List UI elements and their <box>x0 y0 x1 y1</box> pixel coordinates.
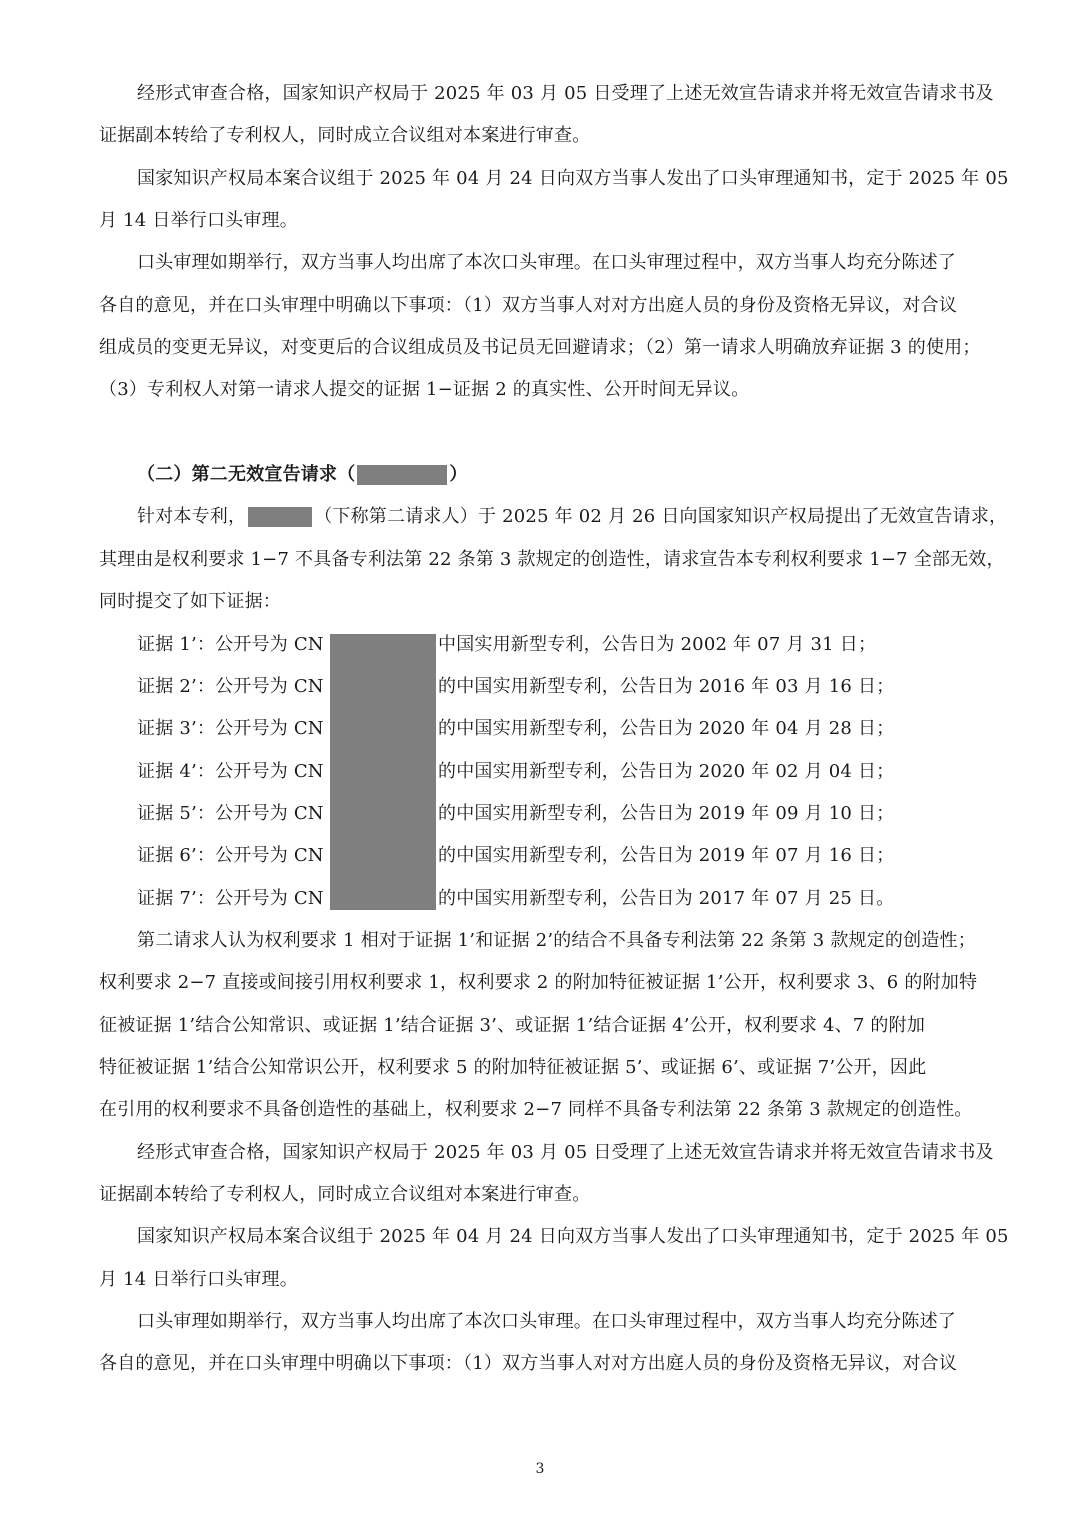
intro-text: （下称第二请求人）于 2025 年 02 月 26 日向国家知识产权局提出了无效宣告请求， <box>314 506 1008 527</box>
page-number: 3 <box>535 1461 545 1477</box>
evidence-label: 证据 5’：公开号为 CN <box>137 803 324 824</box>
evidence-label: 证据 3’：公开号为 CN <box>137 718 324 739</box>
paragraph-line: 证据副本转给了专利权人，同时成立合议组对本案进行审查。 <box>99 125 591 146</box>
redaction-block <box>248 507 312 527</box>
section-heading <box>137 463 999 487</box>
evidence-detail: 中国实用新型专利，公告日为 2002 年 07 月 31 日； <box>438 634 877 655</box>
paragraph-line: 特征被证据 1’结合公知常识公开，权利要求 5 的附加特征被证据 5’、或证据 6’、或证据 7’公开，因此 <box>99 1057 927 1078</box>
paragraph-line: 国家知识产权局本案合议组于 2025 年 04 月 24 日向双方当事人发出了口头审理通知书，定于 2025 年 05 <box>137 168 1009 189</box>
paragraph-line: （3）专利权人对第一请求人提交的证据 1−证据 2 的真实性、公开时间无异议。 <box>99 379 750 400</box>
paragraph-line: 其理由是权利要求 1−7 不具备专利法第 22 条第 3 款规定的创造性，请求宣告本专利权利要求 1−7 全部无效， <box>99 549 1005 570</box>
evidence-detail: 的中国实用新型专利，公告日为 2019 年 09 月 10 日； <box>438 803 895 824</box>
evidence-label: 证据 2’：公开号为 CN <box>137 676 324 697</box>
paragraph-line: 月 14 日举行口头审理。 <box>99 1269 298 1290</box>
redaction-block <box>357 465 447 485</box>
paragraph-line: 国家知识产权局本案合议组于 2025 年 04 月 24 日向双方当事人发出了口头审理通知书，定于 2025 年 05 <box>137 1226 1009 1247</box>
evidence-label: 证据 4’：公开号为 CN <box>137 761 324 782</box>
paragraph-line: 同时提交了如下证据： <box>99 591 281 612</box>
evidence-detail: 的中国实用新型专利，公告日为 2020 年 04 月 28 日； <box>438 718 895 739</box>
section-heading-text: （二）第二无效宣告请求（ <box>137 464 356 485</box>
evidence-detail: 的中国实用新型专利，公告日为 2016 年 03 月 16 日； <box>438 676 895 697</box>
intro-line <box>137 505 1008 529</box>
paragraph-line: 证据副本转给了专利权人，同时成立合议组对本案进行审查。 <box>99 1184 591 1205</box>
paragraph-line: 口头审理如期举行，双方当事人均出席了本次口头审理。在口头审理过程中，双方当事人均充分陈述了 <box>137 252 956 273</box>
paragraph-line: 第二请求人认为权利要求 1 相对于证据 1’和证据 2’的结合不具备专利法第 22 条第 3 款规定的创造性； <box>137 930 976 951</box>
paragraph-line: 在引用的权利要求不具备创造性的基础上，权利要求 2−7 同样不具备专利法第 22 条第 3 款规定的创造性。 <box>99 1099 973 1120</box>
paragraph-line: 征被证据 1’结合公知常识、或证据 1’结合证据 3’、或证据 1’结合证据 4’公开，权利要求 4、7 的附加 <box>99 1015 926 1036</box>
paragraph-line: 口头审理如期举行，双方当事人均出席了本次口头审理。在口头审理过程中，双方当事人均充分陈述了 <box>137 1311 956 1332</box>
paragraph-line: 各自的意见，并在口头审理中明确以下事项：（1）双方当事人对对方出庭人员的身份及资格无异议，对合议 <box>99 295 958 316</box>
section-heading-close: ） <box>449 464 468 485</box>
paragraph-line: 经形式审查合格，国家知识产权局于 2025 年 03 月 05 日受理了上述无效宣告请求并将无效宣告请求书及 <box>137 1142 994 1163</box>
evidence-detail: 的中国实用新型专利，公告日为 2017 年 07 月 25 日。 <box>438 888 895 909</box>
paragraph-line: 经形式审查合格，国家知识产权局于 2025 年 03 月 05 日受理了上述无效宣告请求并将无效宣告请求书及 <box>137 83 994 104</box>
evidence-label: 证据 7’：公开号为 CN <box>137 888 324 909</box>
evidence-detail: 的中国实用新型专利，公告日为 2020 年 02 月 04 日； <box>438 761 895 782</box>
evidence-detail: 的中国实用新型专利，公告日为 2019 年 07 月 16 日； <box>438 845 895 866</box>
paragraph-line: 组成员的变更无异议，对变更后的合议组成员及书记员无回避请求；（2）第一请求人明确放弃证据 3 的使用； <box>99 337 981 358</box>
redaction-block-patent-numbers <box>330 634 436 910</box>
paragraph-line: 各自的意见，并在口头审理中明确以下事项：（1）双方当事人对对方出庭人员的身份及资格无异议，对合议 <box>99 1353 958 1374</box>
paragraph-line: 月 14 日举行口头审理。 <box>99 210 298 231</box>
evidence-label: 证据 1’：公开号为 CN <box>137 634 324 655</box>
paragraph-line: 权利要求 2−7 直接或间接引用权利要求 1，权利要求 2 的附加特征被证据 1’公开，权利要求 3、6 的附加特 <box>99 972 978 993</box>
intro-text: 针对本专利， <box>137 506 247 527</box>
evidence-label: 证据 6’：公开号为 CN <box>137 845 324 866</box>
